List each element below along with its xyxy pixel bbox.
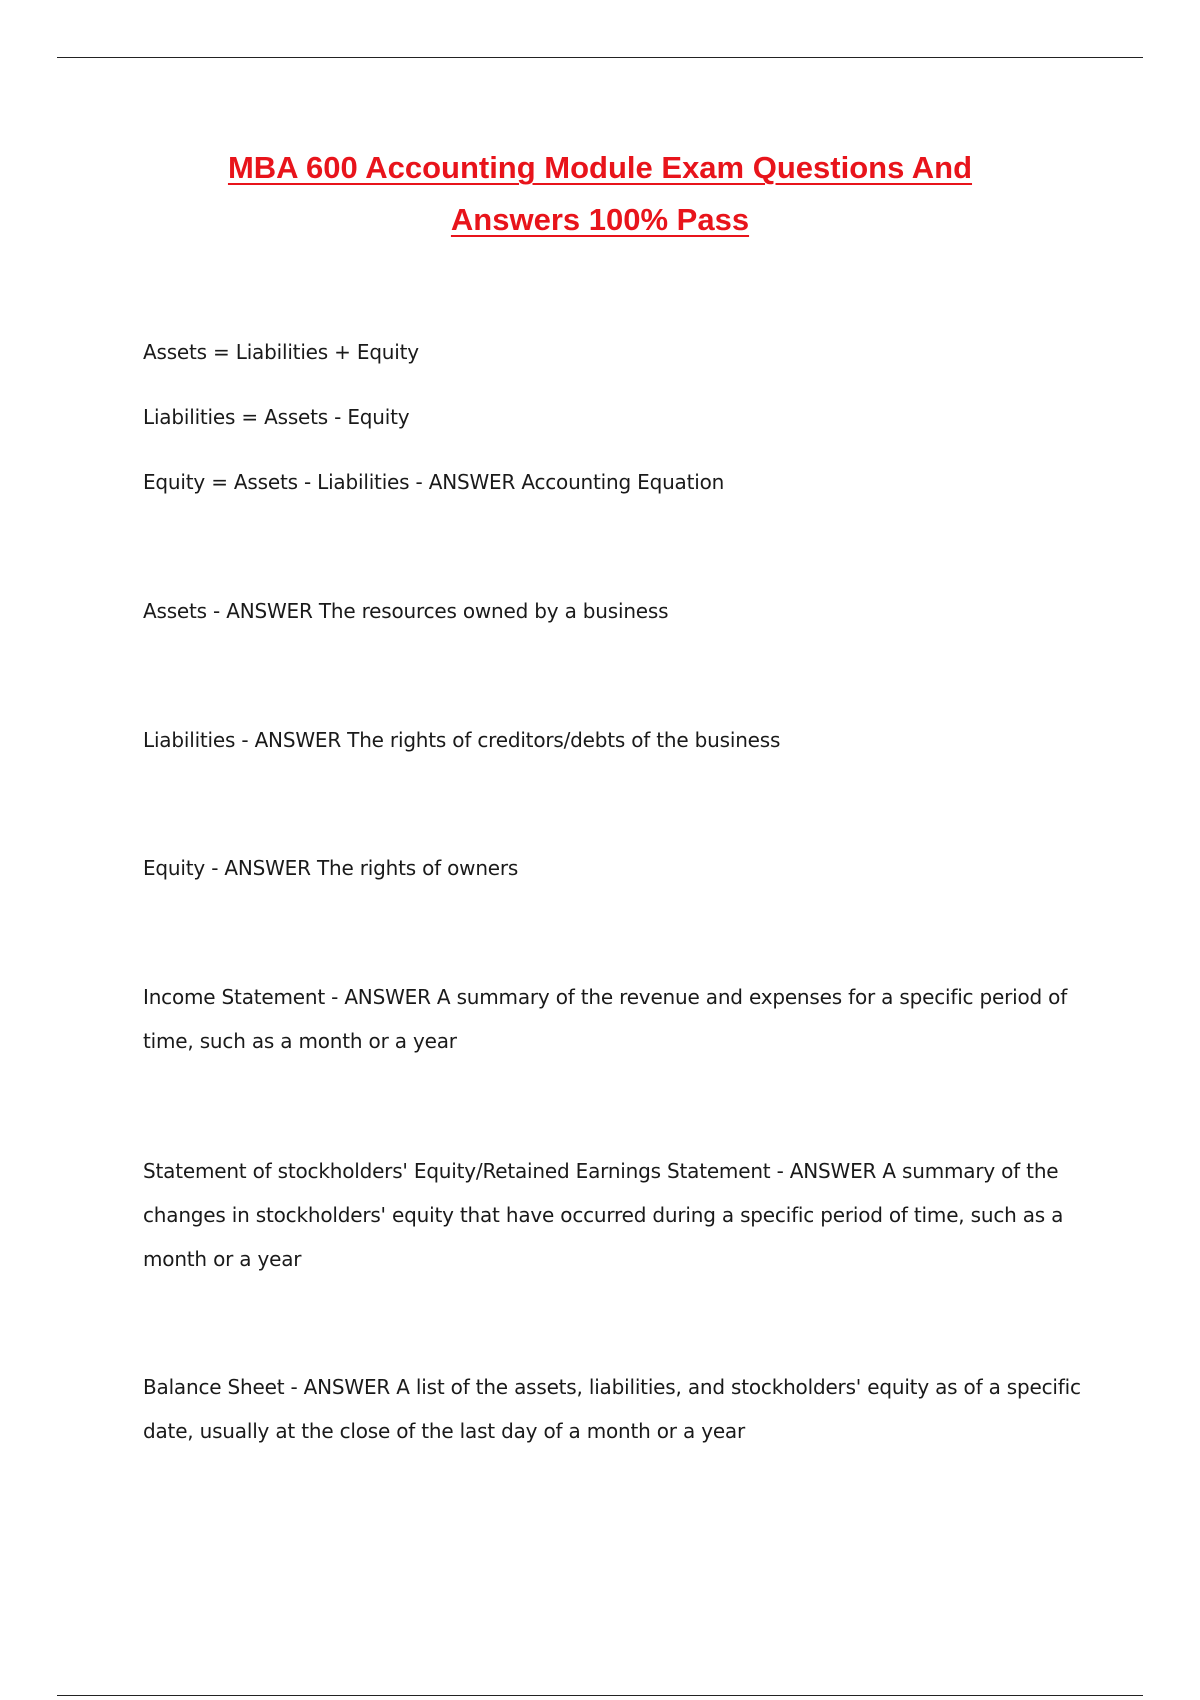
footer-rule	[57, 1695, 1143, 1696]
entry-statement-of-stockholders-equity: Statement of stockholders' Equity/Retained Earnings Statement - ANSWER A summary of the changes in stockholders' equity that have occurred during a specific period of time, such as a month or a year	[143, 1159, 1064, 1271]
document-title	[0, 142, 1200, 246]
entry-accounting-equation-assets: Assets = Liabilities + Equity	[143, 340, 419, 364]
entry-income-statement: Income Statement - ANSWER A summary of the revenue and expenses for a specific period of time, such as a month or a year	[143, 985, 1068, 1053]
entry-liabilities: Liabilities - ANSWER The rights of creditors/debts of the business	[143, 728, 781, 752]
entry-accounting-equation-equity: Equity = Assets - Liabilities - ANSWER Accounting Equation	[143, 470, 725, 494]
entry-equity: Equity - ANSWER The rights of owners	[143, 856, 519, 880]
entry-balance-sheet: Balance Sheet - ANSWER A list of the assets, liabilities, and stockholders' equity as of a specific date, usually at the close of the last day of a month or a year	[143, 1375, 1081, 1443]
title-line-1: MBA 600 Accounting Module Exam Questions And	[227, 150, 973, 185]
header-rule	[57, 57, 1143, 58]
entry-accounting-equation-liabilities: Liabilities = Assets - Equity	[143, 405, 410, 429]
entry-assets: Assets - ANSWER The resources owned by a business	[143, 599, 669, 623]
title-line-2: Answers 100% Pass	[450, 202, 750, 237]
